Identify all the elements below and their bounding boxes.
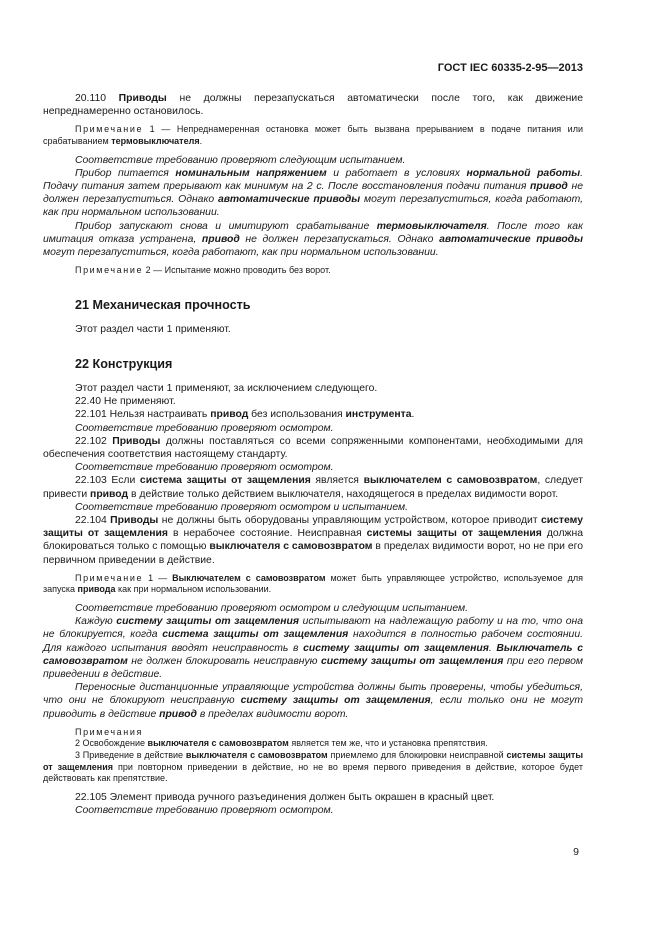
section-22-intro: Этот раздел части 1 применяют, за исключением следующего. — [75, 383, 378, 395]
compliance-text: Соответствие требованию проверяют осмотром и испытанием. — [75, 501, 409, 513]
note-2-release: 2 Освобождение выключателя с самовозвратом является тем же, что и установка препятствия. — [75, 738, 488, 749]
note-3-activation: 3 Приведение в действие выключателя с самовозвратом приемлемо для блокировки неисправной системы защиты от защемления при повторном приведении в действие, но не во время первого приведения в действие, которое будет действовать как препятствие. — [43, 750, 583, 784]
clause-22-40: 22.40 Не применяют. — [75, 396, 176, 408]
clause-22-102: 22.102 Приводы должны поставляться со всеми сопряженными компонентами, необходимыми для обеспечения соответствия настоящему стандарту. — [43, 435, 584, 461]
clause-22-103: 22.103 Если система защиты от защемления является выключателем с самовозвратом, следует привести привод в действие только действием выключателя, находящегося в пределах видимости ворот. — [43, 475, 583, 500]
section-22-title: 22 Конструкция — [75, 357, 173, 372]
test-paragraph-1: Прибор питается номинальным напряжением и работает в условиях нормальной работы. Подачу питания затем прерывают как минимум на 2 с. После восстановления подачи питания привод не должен перезапуститься. Однако автоматические приводы могут перезапуститься, когда работают, как при нормальном использовании. — [43, 167, 583, 219]
clause-22-105: 22.105 Элемент привода ручного разъединения должен быть окрашен в красный цвет. — [75, 791, 495, 803]
note-22-104: Примечание 1 — Выключателем с самовозвратом может быть управляющее устройство, используемое для запуска привода как при нормальном использовании. — [43, 572, 583, 595]
test-paragraph-2: Прибор запускают снова и имитируют срабатывание термовыключателя. После того как имитация отказа устранена, привод не должен перезапускаться. Однако автоматические приводы могут перезапуститься, когда работают, как при нормальном использовании. — [43, 220, 583, 259]
test-paragraph-4: Переносные дистанционные управляющие устройства должны быть проверены, чтобы убедиться, что они не блокируют неисправную систему защиты от защемления, если только они не могут приводить в действие привод в пределах видимости ворот. — [43, 682, 583, 720]
compliance-text: Соответствие требованию проверяют следующим испытанием. — [75, 154, 406, 166]
section-21-title: 21 Механическая прочность — [75, 297, 251, 312]
notes-heading: Примечания — [75, 726, 143, 737]
test-paragraph-3: Каждую систему защиты от защемления испытывают на надлежащую работу и на то, что она не блокируется, когда система защиты от защемления находится в полностью рабочем состоянии. Для каждого испытания вводят неисправность в систему защиты от защемления. Выключатель с самовозвратом не должен блокировать неисправную систему защиты от защемления при его первом приведении в действие. — [43, 616, 584, 681]
clause-22-104: 22.104 Приводы не должны быть оборудованы управляющим устройством, которое приводит систему защиты от защемления в нерабочее состояние. Неисправная системы защиты от защемления должна блокироваться только с помощью выключателя с самовозвратом в пределах видимости ворот, но не при его первичном приведении в действие. — [43, 515, 584, 566]
compliance-text: Соответствие требованию проверяют осмотром. — [75, 422, 334, 434]
note-20-110: Примечание 1 — Непреднамеренная остановка может быть вызвана прерыванием в подаче питания или срабатыванием термовыключателя. — [43, 124, 583, 146]
section-21-text: Этот раздел части 1 применяют. — [75, 323, 231, 335]
note-2: Примечание 2 — Испытание можно проводить без ворот. — [75, 265, 331, 276]
clause-20-110: 20.110 Приводы не должны перезапускаться автоматически после того, как движение непреднамеренно остановилось. — [43, 93, 583, 118]
clause-22-101: 22.101 Нельзя настраивать привод без использования инструмента. — [75, 409, 415, 421]
compliance-text: Соответствие требованию проверяют осмотром. — [75, 805, 334, 817]
compliance-text: Соответствие требованию проверяют осмотром. — [75, 462, 334, 474]
compliance-text: Соответствие требованию проверяют осмотром и следующим испытанием. — [75, 603, 468, 615]
document-header: ГОСТ IEC 60335-2-95—2013 — [437, 62, 583, 74]
page-number: 9 — [573, 846, 579, 858]
